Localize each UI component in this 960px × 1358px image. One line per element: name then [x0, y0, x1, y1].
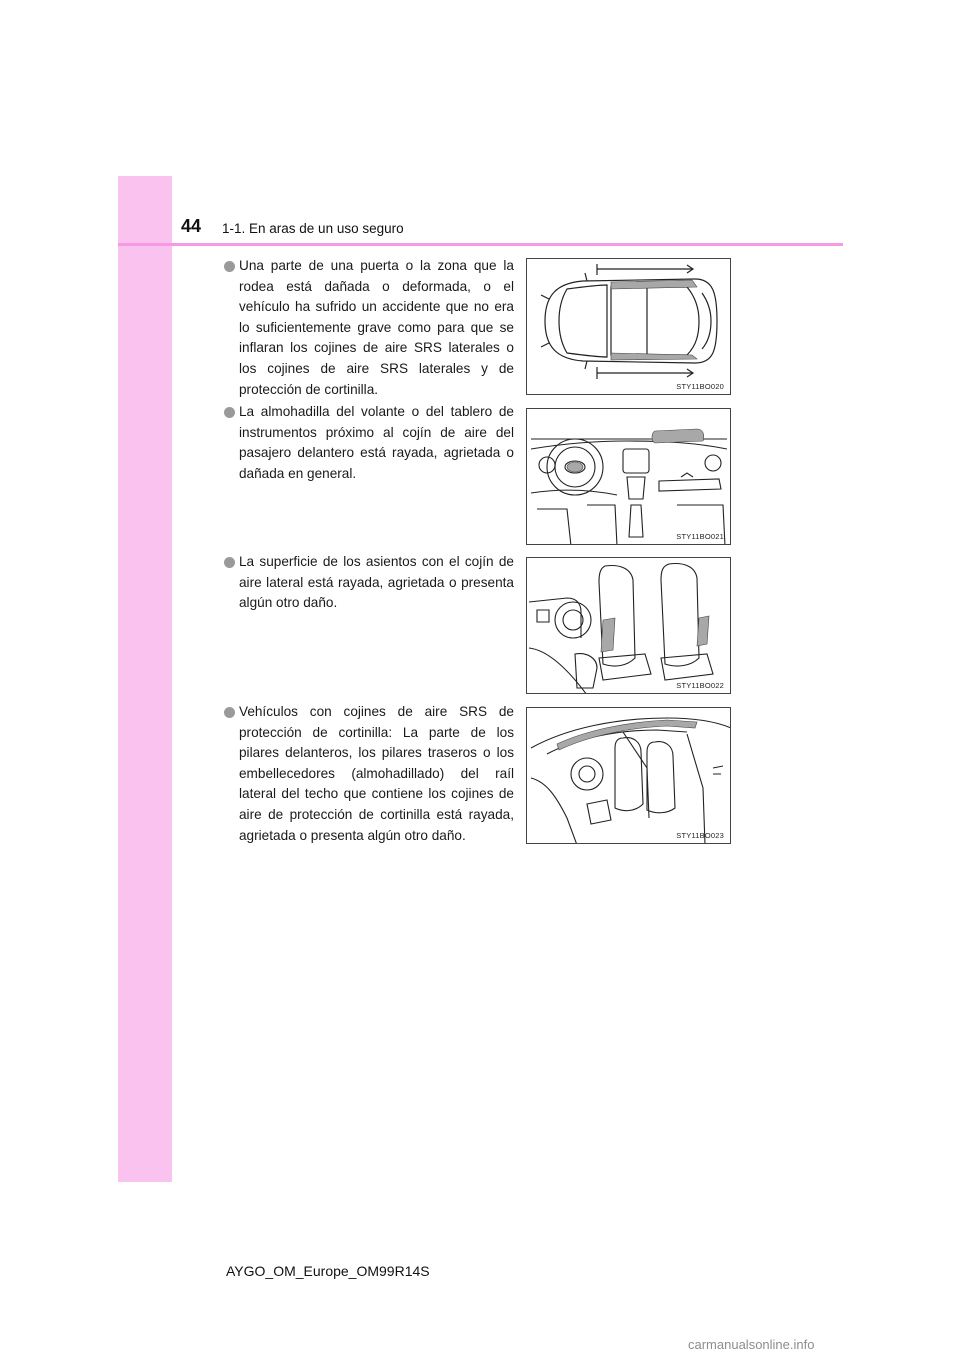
figure-dashboard — [526, 408, 731, 545]
figure-code: STY11BO022 — [676, 681, 724, 690]
list-item — [224, 402, 514, 484]
bullet-icon — [224, 707, 235, 718]
curtain-airbag-illustration — [527, 708, 731, 844]
front-seats-illustration — [527, 558, 731, 694]
figure-car-top-view — [526, 258, 731, 395]
list-item — [224, 702, 514, 846]
document-code: AYGO_OM_Europe_OM99R14S — [226, 1263, 430, 1279]
bullet-icon — [224, 261, 235, 272]
item-text: Vehículos con cojines de aire SRS de protección de cortinilla: La parte de los pilares delanteros, los pilares traseros o los embellecedores (almohadillado) del raíl lateral del techo que contiene los cojines de aire de protección de cortinilla está rayada, agrietada o presenta algún otro daño. — [239, 704, 514, 843]
item-text: Una parte de una puerta o la zona que la rodea está dañada o deformada, o el vehículo ha sufrido un accidente que no era lo suficientemente grave como para que se inflaran los cojines de aire SRS laterales o los cojines de aire SRS laterales y de protección de cortinilla. — [239, 258, 514, 397]
bullet-icon — [224, 407, 235, 418]
list-item — [224, 256, 514, 400]
figure-code: STY11BO021 — [676, 532, 724, 541]
item-text: La superficie de los asientos con el cojín de aire lateral está rayada, agrietada o presenta algún otro daño. — [239, 554, 514, 611]
figure-code: STY11BO023 — [676, 831, 724, 840]
item-text: La almohadilla del volante o del tablero de instrumentos próximo al cojín de aire del pasajero delantero está rayada, agrietada o dañada en general. — [239, 404, 514, 481]
figure-curtain-airbag — [526, 707, 731, 844]
watermark: carmanualsonline.info — [688, 1337, 815, 1352]
bullet-icon — [224, 557, 235, 568]
figure-front-seats — [526, 557, 731, 694]
side-tab-band — [118, 176, 172, 1182]
dashboard-illustration — [527, 409, 731, 545]
figure-code: STY11BO020 — [676, 382, 724, 391]
car-top-view-illustration — [527, 259, 731, 395]
section-title: 1-1. En aras de un uso seguro — [222, 221, 404, 236]
list-item — [224, 552, 514, 614]
page-number: 44 — [181, 216, 202, 236]
header-rule — [118, 243, 843, 246]
